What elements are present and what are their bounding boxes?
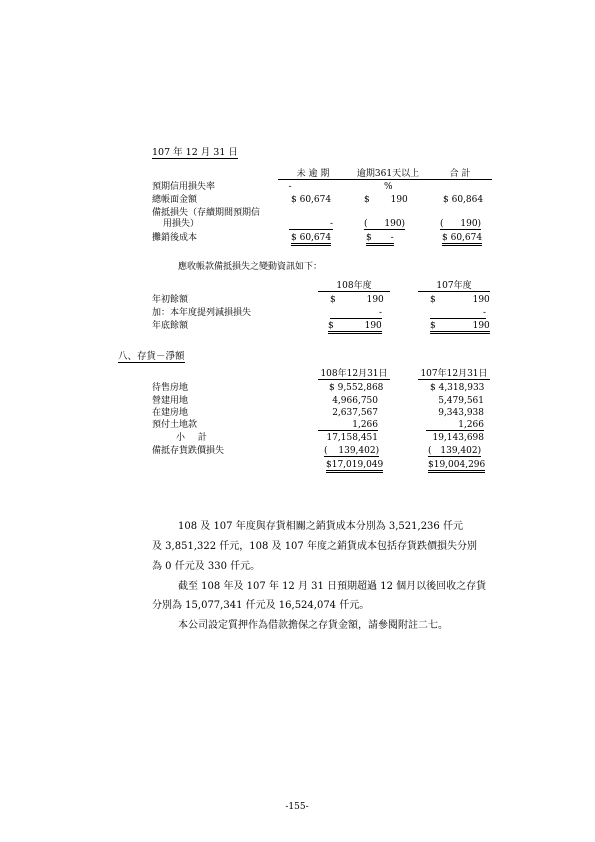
table1-header-total: 合 計 bbox=[428, 170, 492, 180]
inventory-header-107: 107年12月31日 bbox=[418, 370, 490, 380]
inventory-cell: 17,158,451 bbox=[326, 433, 378, 443]
inventory-cell: 4,966,750 bbox=[332, 396, 378, 406]
inventory-heading bbox=[118, 352, 185, 362]
inventory-cell: 1,266 bbox=[426, 421, 484, 431]
inventory-row-label: 待售房地 bbox=[152, 383, 189, 393]
movement-header-108: 108年度 bbox=[318, 282, 390, 292]
table1-header-not-overdue: 未 逾 期 bbox=[278, 170, 348, 180]
inventory-total-cell: $19,004,296 bbox=[428, 461, 485, 473]
table1-cell: $ - bbox=[366, 234, 394, 246]
table1-row-label: 備抵損失（存續期間預期信 bbox=[152, 208, 261, 218]
table1-cell: % bbox=[384, 182, 393, 192]
page-number: -155- bbox=[285, 802, 309, 812]
table1-row-label: 攤銷後成本 bbox=[152, 233, 198, 243]
inventory-cell: ( 139,402) bbox=[324, 446, 380, 456]
table1-cell: - bbox=[288, 182, 292, 192]
inventory-cell: 2,637,567 bbox=[332, 408, 378, 418]
paragraph-line: 及 3,851,322 仟元，108 及 107 年度之銷貨成本包括存貨跌價損失分別 bbox=[152, 541, 477, 552]
inventory-cell: ( 139,402) bbox=[428, 446, 482, 456]
movement-row-label: 年初餘額 bbox=[152, 295, 189, 305]
table1-cell: $ 190 bbox=[364, 195, 408, 205]
table1-row-label: 用損失） bbox=[163, 219, 200, 229]
inventory-row-label: 備抵存貨跌價損失 bbox=[152, 446, 225, 456]
inventory-cell: 1,266 bbox=[318, 421, 378, 431]
table1-cell: ( 190) bbox=[440, 219, 482, 229]
inventory-row-label: 營建用地 bbox=[152, 396, 189, 406]
movement-cell: $ 190 bbox=[430, 295, 490, 305]
inventory-cell: 5,479,561 bbox=[438, 396, 484, 406]
paragraph-line: 為 0 仟元及 330 仟元。 bbox=[152, 561, 261, 572]
inventory-total-cell: $17,019,049 bbox=[326, 461, 383, 473]
table1-cell: $ 60,674 bbox=[291, 195, 332, 205]
inventory-row-label: 在建房地 bbox=[152, 408, 189, 418]
movement-cell: - bbox=[430, 309, 486, 319]
table1-row-label: 總帳面金額 bbox=[152, 195, 198, 205]
table1-cell: - bbox=[289, 220, 333, 230]
table1-cell: $ 60,674 bbox=[291, 234, 331, 246]
inventory-cell: $ 4,318,933 bbox=[430, 383, 485, 393]
inventory-cell: 19,143,698 bbox=[432, 433, 484, 443]
movement-intro: 應收帳款備抵損失之變動資訊如下： bbox=[178, 262, 323, 272]
inventory-heading-text: 八、存貨－淨額 bbox=[118, 351, 185, 362]
inventory-row-label: 小 計 bbox=[176, 433, 207, 443]
paragraph-line: 截至 108 年及 107 年 12 月 31 日預期超過 12 個月以後回收之存貨 bbox=[178, 581, 487, 592]
inventory-header-108: 108年12月31日 bbox=[318, 370, 390, 380]
inventory-row-label: 預付土地款 bbox=[152, 420, 198, 430]
table1-header-overdue-361: 逾期361天以上 bbox=[348, 170, 428, 180]
paragraph-line: 108 及 107 年度與存貨相關之銷貨成本分別為 3,521,236 仟元 bbox=[178, 521, 463, 532]
movement-row-label: 加：本年度提列減損損失 bbox=[152, 308, 252, 318]
movement-header-107: 107年度 bbox=[418, 282, 490, 292]
movement-cell: $ 190 bbox=[328, 322, 382, 334]
table1-cell: $ 60,864 bbox=[443, 195, 484, 205]
table1-date: 107 年 12 月 31 日 bbox=[152, 147, 238, 158]
movement-cell: $ 190 bbox=[430, 322, 490, 334]
movement-cell: $ 190 bbox=[330, 295, 384, 305]
table1-row-label: 預期信用損失率 bbox=[152, 182, 216, 192]
table1-cell: $ 60,674 bbox=[442, 234, 482, 246]
movement-cell: - bbox=[330, 309, 382, 319]
movement-row-label: 年底餘額 bbox=[152, 321, 189, 331]
paragraph-line: 分別為 15,077,341 仟元及 16,524,074 仟元。 bbox=[152, 600, 370, 611]
table1-cell: ( 190) bbox=[364, 219, 406, 229]
inventory-cell: $ 9,552,868 bbox=[329, 383, 384, 393]
inventory-cell: 9,343,938 bbox=[438, 408, 484, 418]
paragraph-line: 本公司設定質押作為借款擔保之存貨金額，請參閱附註二七。 bbox=[178, 620, 448, 631]
